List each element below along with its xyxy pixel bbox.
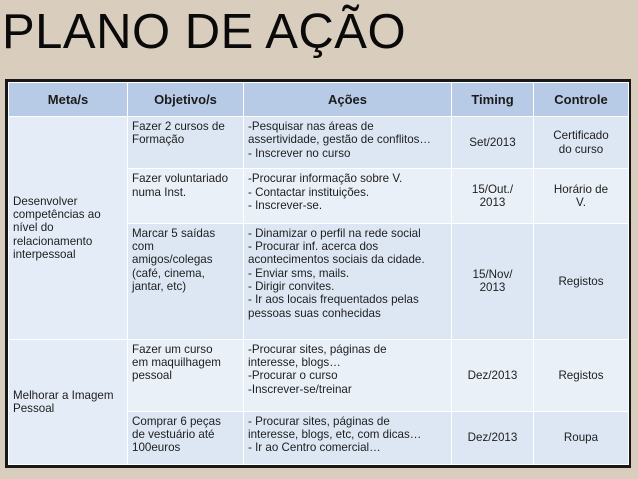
objetivo-text: Fazer voluntariado — [132, 172, 229, 186]
objetivo-text: jantar, etc) — [132, 279, 187, 293]
acoes-cell — [244, 169, 452, 223]
controle-text: Registos — [558, 368, 604, 382]
header-timing: Timing — [452, 83, 534, 117]
meta-text: relacionamento — [13, 234, 93, 248]
timing-text: 2013 — [479, 281, 506, 295]
controle-cell — [534, 411, 629, 464]
timing-cell — [452, 117, 534, 169]
acoes-text: -Inscrever-se/treinar — [248, 382, 352, 396]
objetivo-cell — [128, 339, 244, 411]
objetivo-cell — [128, 411, 244, 464]
header-controle: Controle — [534, 83, 629, 117]
acoes-text: - Enviar sms, mails. — [248, 266, 350, 280]
objetivo-text: 100euros — [132, 441, 181, 455]
action-plan-table-frame — [5, 79, 631, 468]
objetivo-cell — [128, 169, 244, 223]
acoes-text: pessoas suas conhecidas — [248, 306, 381, 320]
objetivo-text: amigos/colegas — [132, 253, 213, 267]
objetivo-text: Formação — [132, 133, 185, 147]
acoes-text: assertividade, gestão de conflitos… — [248, 133, 432, 147]
objetivo-text: em maquilhagem — [132, 356, 221, 370]
meta-text: Desenvolver — [13, 194, 78, 208]
acoes-text: - Contactar instituições. — [248, 185, 370, 199]
controle-text: Roupa — [563, 431, 599, 445]
objetivo-text: de vestuário até — [132, 427, 215, 441]
acoes-text: -Procurar o curso — [248, 369, 338, 383]
meta-text: nível do — [13, 221, 54, 235]
controle-text: Horário de — [553, 182, 609, 196]
objetivo-text: numa Inst. — [132, 185, 187, 199]
acoes-text: interesse, blogs… — [248, 356, 341, 370]
acoes-text: - Procurar sites, páginas de — [248, 414, 390, 428]
meta-cell — [9, 339, 128, 464]
header-acoes: Ações — [244, 83, 452, 117]
acoes-cell — [244, 117, 452, 169]
meta-text: Melhorar a Imagem — [13, 388, 114, 402]
controle-text: V. — [576, 196, 586, 210]
acoes-text: - Ir aos locais frequentados pelas — [248, 293, 419, 307]
objetivo-text: (café, cinema, — [132, 266, 205, 280]
objetivo-text: pessoal — [132, 369, 172, 383]
acoes-text: - Procurar inf. acerca dos — [248, 240, 379, 254]
controle-text: do curso — [558, 142, 604, 156]
acoes-text: acontecimentos sociais da cidade. — [248, 253, 425, 267]
acoes-text: - Ir ao Centro comercial… — [248, 441, 381, 455]
objetivo-text: com — [132, 240, 154, 254]
acoes-text: interesse, blogs, etc, com dicas… — [248, 427, 422, 441]
acoes-text: - Dirigir convites. — [248, 279, 335, 293]
acoes-text: - Inscrever no curso — [248, 146, 351, 160]
acoes-text: - Dinamizar o perfil na rede social — [248, 226, 421, 240]
timing-text: Set/2013 — [469, 136, 516, 150]
timing-cell — [452, 411, 534, 464]
timing-cell — [452, 223, 534, 339]
acoes-cell — [244, 411, 452, 464]
objetivo-cell — [128, 117, 244, 169]
acoes-text: -Procurar informação sobre V. — [248, 172, 403, 186]
table-row — [9, 117, 629, 169]
acoes-text: - Inscrever-se. — [248, 198, 323, 212]
action-plan-table — [8, 82, 629, 465]
controle-cell — [534, 339, 629, 411]
meta-text: Pessoal — [13, 401, 55, 415]
objetivo-cell — [128, 223, 244, 339]
acoes-text: -Procurar sites, páginas de — [248, 342, 387, 356]
acoes-cell — [244, 339, 452, 411]
table-header-row — [9, 83, 629, 117]
objetivo-text: Comprar 6 peças — [132, 414, 221, 428]
meta-text: interpessoal — [13, 247, 76, 261]
controle-cell — [534, 117, 629, 169]
controle-cell — [534, 223, 629, 339]
controle-cell — [534, 169, 629, 223]
timing-text: Dez/2013 — [467, 368, 518, 382]
objetivo-text: Fazer 2 cursos de — [132, 120, 225, 133]
table-row — [9, 339, 629, 411]
timing-text: 2013 — [479, 196, 506, 210]
objetivo-text: Marcar 5 saídas — [132, 226, 216, 240]
acoes-text: -Pesquisar nas áreas de — [248, 120, 374, 133]
acoes-cell — [244, 223, 452, 339]
timing-cell — [452, 339, 534, 411]
controle-text: Registos — [558, 274, 604, 288]
timing-text: 15/Nov/ — [472, 267, 513, 281]
meta-cell — [9, 117, 128, 340]
objetivo-text: Fazer um curso — [132, 342, 213, 356]
slide-title: PLANO DE AÇÃO — [2, 5, 407, 59]
controle-text: Certificado — [553, 129, 609, 143]
timing-text: 15/Out./ — [471, 182, 514, 196]
meta-text: competências ao — [13, 207, 101, 221]
timing-text: Dez/2013 — [467, 431, 518, 445]
timing-cell — [452, 169, 534, 223]
header-objetivo: Objetivo/s — [128, 83, 244, 117]
header-meta: Meta/s — [9, 83, 128, 117]
